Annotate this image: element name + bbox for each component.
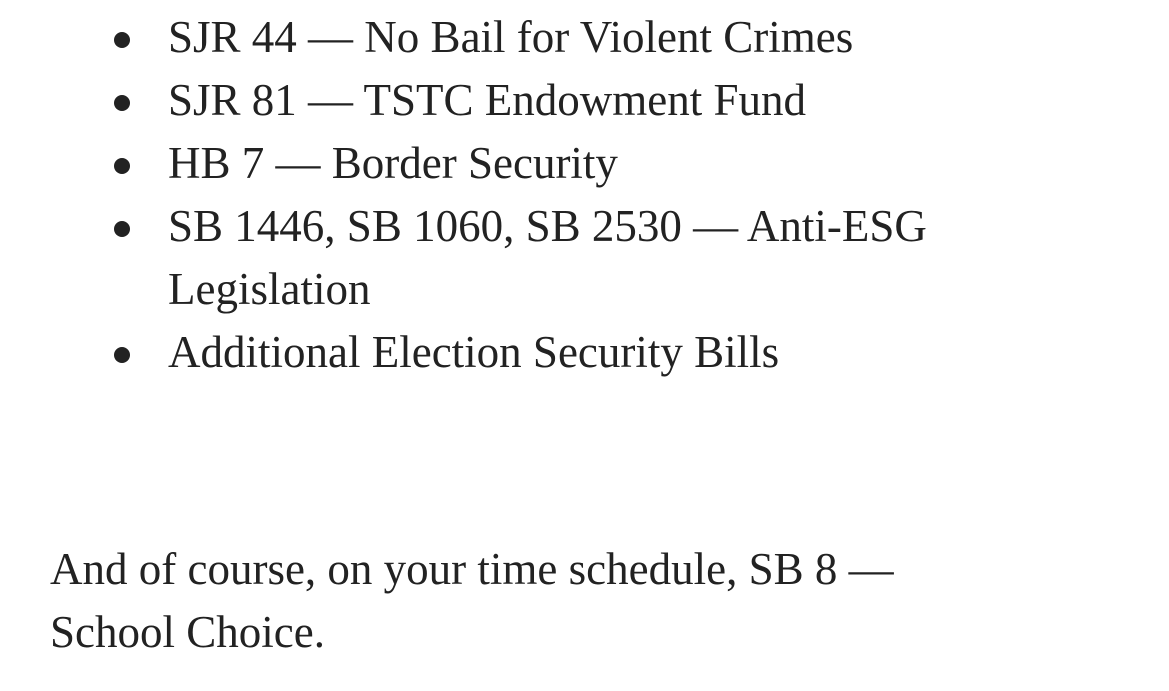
bill-text: SB 1446, SB 1060, SB 2530 — Anti-ESG Legislation [168, 201, 927, 314]
bill-list [168, 6, 1028, 384]
list-item [168, 195, 1028, 321]
list-item [168, 321, 1028, 384]
bill-text: HB 7 — Border Security [168, 138, 618, 188]
bill-text: Additional Election Security Bills [168, 327, 780, 377]
closing-paragraph: And of course, on your time schedule, SB 8 — School Choice. [50, 544, 894, 657]
list-item [168, 6, 1028, 69]
bullet-icon [114, 32, 130, 48]
list-item [168, 132, 1028, 195]
bullet-icon [114, 221, 130, 237]
bill-text: SJR 81 — TSTC Endowment Fund [168, 75, 806, 125]
bill-text: SJR 44 — No Bail for Violent Crimes [168, 12, 854, 62]
list-item [168, 69, 1028, 132]
bullet-icon [114, 158, 130, 174]
bullet-icon [114, 347, 130, 363]
bullet-icon [114, 95, 130, 111]
